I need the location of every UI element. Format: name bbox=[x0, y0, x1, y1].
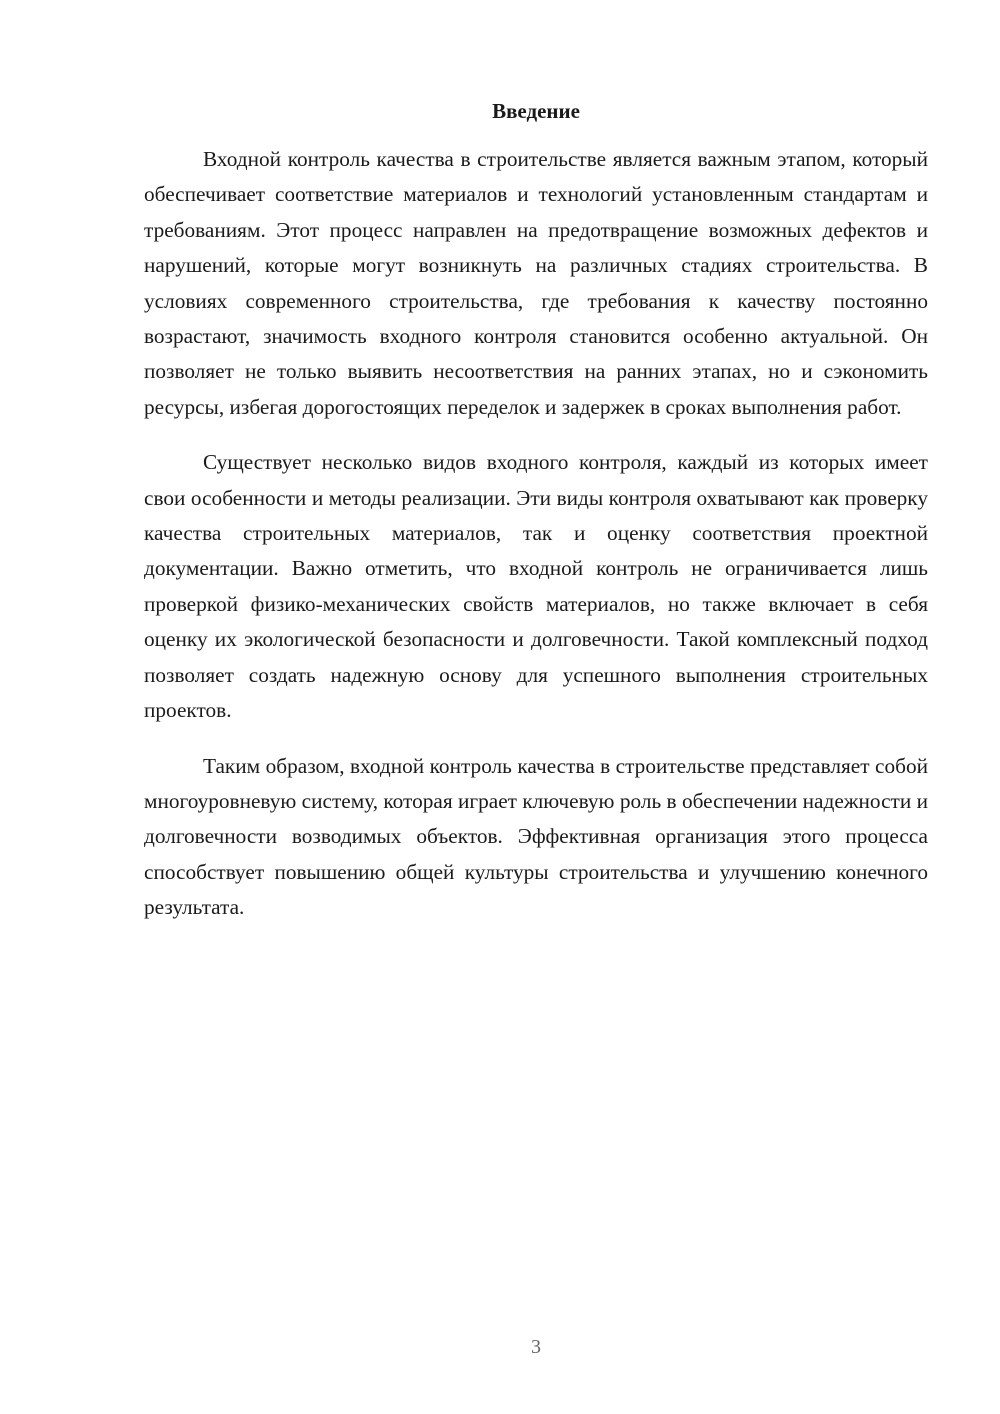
paragraph-2: Существует несколько видов входного контроля, каждый из которых имеет свои особенности и методы реализации. Эти виды контроля охватывают как проверку качества строительных материалов, так и оценку соответствия проектной документации. Важно отметить, что входной контроль не ограничивается лишь проверкой физико-механических свойств материалов, но также включает в себя оценку их экологической безопасности и долговечности. Такой комплексный подход позволяет создать надежную основу для успешного выполнения строительных проектов. bbox=[144, 450, 928, 723]
paragraph-3: Таким образом, входной контроль качества в строительстве представляет собой многоуровневую систему, которая играет ключевую роль в обеспечении надежности и долговечности возводимых объектов. Эффективная организация этого процесса способствует повышению общей культуры строительства и улучшению конечного результата. bbox=[144, 753, 928, 920]
page-content bbox=[144, 94, 928, 926]
page-number: 3 bbox=[531, 1336, 541, 1358]
section-heading: Введение bbox=[492, 99, 580, 123]
paragraph-1: Входной контроль качества в строительстве является важным этапом, который обеспечивает соответствие материалов и технологий установленным стандартам и требованиям. Этот процесс направлен на предотвращение возможных дефектов и нарушений, которые могут возникнуть на различных стадиях строительства. В условиях современного строительства, где требования к качеству постоянно возрастают, значимость входного контроля становится особенно актуальной. Он позволяет не только выявить несоответствия на ранних этапах, но и сэкономить ресурсы, избегая дорогостоящих переделок и задержек в сроках выполнения работ. bbox=[144, 147, 928, 419]
